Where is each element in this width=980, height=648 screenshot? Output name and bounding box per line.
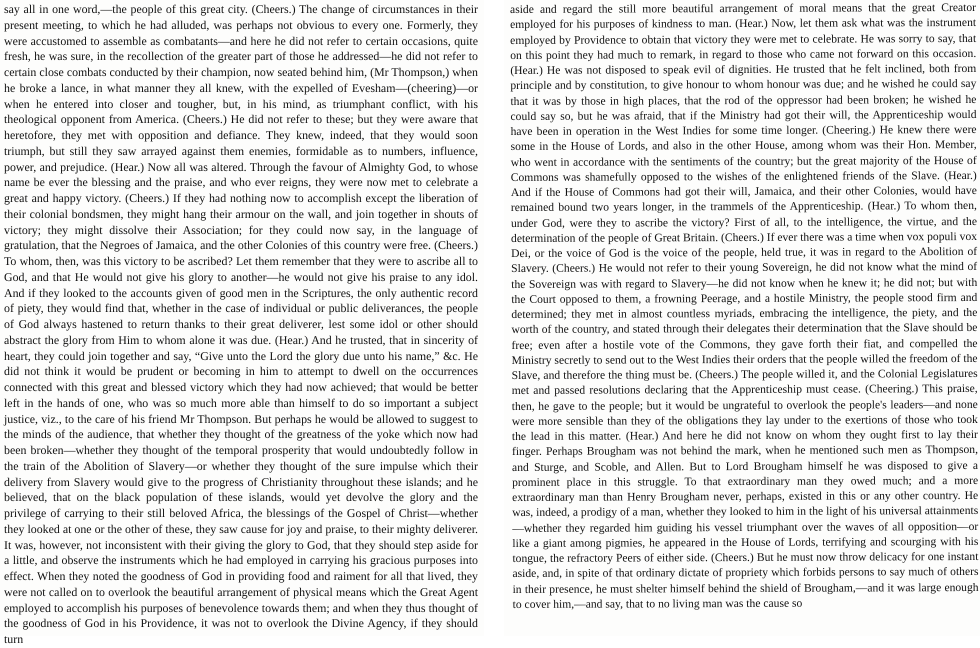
text-column-left <box>4 2 478 646</box>
text-column-right <box>510 0 979 634</box>
column-text: aside and regard the still more beautiful arrangement of moral means that the great Creator employed for his purposes of kindness to man. (Hear.) Now, let them ask what was the instrument employed by Providence to obtain that victory they were met to celebrate. He was sorry to say, that on this point they had much to remark, in regard to those who came not forward on this occasion. (Hear.) He was not disposed to speak evil of dignities. He trusted that he felt inclined, both from principle and by constitution, to give honour to whom honour was due; and he wished he could say that it was by those in high places, that the rod of the oppressor had been broken; he wished he could say so, but he was afraid, that if the Ministry had got their will, the Apprenticeship would have been in operation in the West Indies for some time longer. (Cheering.) He knew there were some in the House of Lords, and also in the other House, among whom was their Hon. Member, who went in accordance with the sentiments of the country; but the great majority of the House of Commons was shamefully opposed to the wishes of the enlightened friends of the Slave. (Hear.) And if the House of Commons had got their will, Jamaica, and their other Colonies, would have remained bound two years longer, in the trammels of the Apprenticeship. (Hear.) To whom then, under God, were they to ascribe the victory? First of all, to the intelligence, the virtue, and the determination of the people of Great Britain. (Cheers.) If ever there was a time when vox populi vox Dei, or the voice of God is the voice of the people, held true, it was in regard to the Abolition of Slavery. (Cheers.) He would not refer to their young Sovereign, he did not know what the mind of the Sovereign was with regard to Slavery—he did not know when he knew it; he did not; but with the Court opposed to them, a frowning Peerage, and a hostile Ministry, the people stood firm and determined; they met in almost countless myriads, embracing the intelligence, the piety, and the worth of the country, and stated through their delegates their determination that the Slave should be free; even after a hostile vote of the Commons, they gave forth their fiat, and compelled the Ministry secretly to send out to the West Indies their orders that the people willed the freedom of the Slave, and therefore the thing must be. (Cheers.) The people willed it, and the Colonial Legislatures met and passed resolutions declaring that the Apprenticeship must cease. (Cheering.) This praise, then, he gave to the people; but it would be ungrateful to overlook the people's leaders—and none were more sensible than they of the obligations they lay under to the exertions of those who took the lead in this matter. (Hear.) And here he did not know on whom they ought first to lay their finger. Perhaps Brougham was not behind the mark, when he mentioned such men as Thompson, and Sturge, and Scoble, and Allen. But to Lord Brougham himself he was disposed to give a prominent place in this struggle. To that extraordinary man they owed much; and a more extraordinary man than Henry Brougham never, perhaps, existed in this or any other country. He was, indeed, a prodigy of a man, whether they looked to him in the light of his universal attainments—whether they regarded him guiding his vessel triumphant over the waves of all opposition—or like a giant among pigmies, he appeared in the House of Lords, terrifying and scourging with his tongue, the refractory Peers of either side. (Cheers.) But he must now throw delicacy for one instant aside, and, in spite of that ordinary dictate of propriety which forbids persons to say much of others in their presence, he must shelter himself behind the shield of Brougham,—and it was large enough to cover him,—and say, that to no living man was the cause so <box>510 0 979 611</box>
column-gutter <box>484 0 504 636</box>
column-text: say all in one word,—the people of this great city. (Cheers.) The change of circumstances in their present meeting, to which he had alluded, was perhaps not obvious to every one. Formerly, they were accustomed to assemble as combatants—and here he did not refer to certain occasions, quite fresh, he was sure, in the recollection of the greater part of those he addressed—he did not refer to certain close combats conducted by their champion, now seated behind him, (Mr Thompson,) when he broke a lance, in what manner they all knew, with the expelled of Evesham—(cheering)—or when he entered into closer and tougher, but, in his mind, as triumphant conflict, with his theological opponent from America. (Cheers.) He did not refer to these; but they were aware that heretofore, they met with opposition and defiance. They knew, indeed, that they would soon triumph, but still they saw arrayed against them enemies, formidable as to numbers, influence, power, and prejudice. (Hear.) Now all was altered. Through the favour of Almighty God, to whose name be ever the blessing and the praise, and who ever reigns, they were now met to celebrate a great and happy victory. (Cheers.) If they had nothing now to accomplish except the liberation of their colonial bondsmen, they might hang their armour on the wall, and join together in shouts of victory; they might dissolve their Association; for they could now say, in the language of gratulation, that the Negroes of Jamaica, and the other Colonies of this country were free. (Cheers.) To whom, then, was this victory to be ascribed? Let them remember that they were to ascribe all to God, and that He would not give his glory to another—he would not give his praise to any idol. And if they looked to the accounts given of good men in the Scriptures, the only authentic record of piety, they would find that, whether in the case of individual or public deliverances, the people of God always hastened to return thanks to their great deliverer, lest some idol or other should abstract the glory from Him to whom alone it was due. (Hear.) And he trusted, that in sincerity of heart, they could join together and say, “Give unto the Lord the glory due unto his name,” &c. He did not think it would be prudent or becoming in him to attempt to dwell on the occurrences connected with this great and blessed victory which they had now achieved; that would be better left in the hands of one, who was so much more able than himself to do so important a subject justice, viz., to the care of his friend Mr Thompson. But perhaps he would be allowed to suggest to the minds of the audience, that whether they thought of the greatness of the yoke which now had been broken—whether they thought of the temporal prosperity that would undoubtedly follow in the train of the Abolition of Slavery—or whether they thought of the sure impulse which their delivery from Slavery would give to the progress of Christianity throughout these islands; and he believed, that on the black population of these islands, would yet devolve the glory and the privilege of carrying to their still beloved Africa, the blessings of the Gospel of Christ—whether they looked at one or the other of these, they saw cause for joy and praise, to their mighty deliverer. It was, however, not inconsistent with their giving the glory to God, that they should step aside for a little, and observe the instruments which he had employed in carrying his gracious purposes into effect. When they noted the goodness of God in providing food and raiment for all that lived, they were not called on to overlook the beautiful arrangement of physical means which the Great Agent employed to accomplish his purposes of benevolence towards them; and when they thus thought of the goodness of God in his Providence, it was not to overlook the Divine Agency, if they should turn <box>4 2 478 646</box>
